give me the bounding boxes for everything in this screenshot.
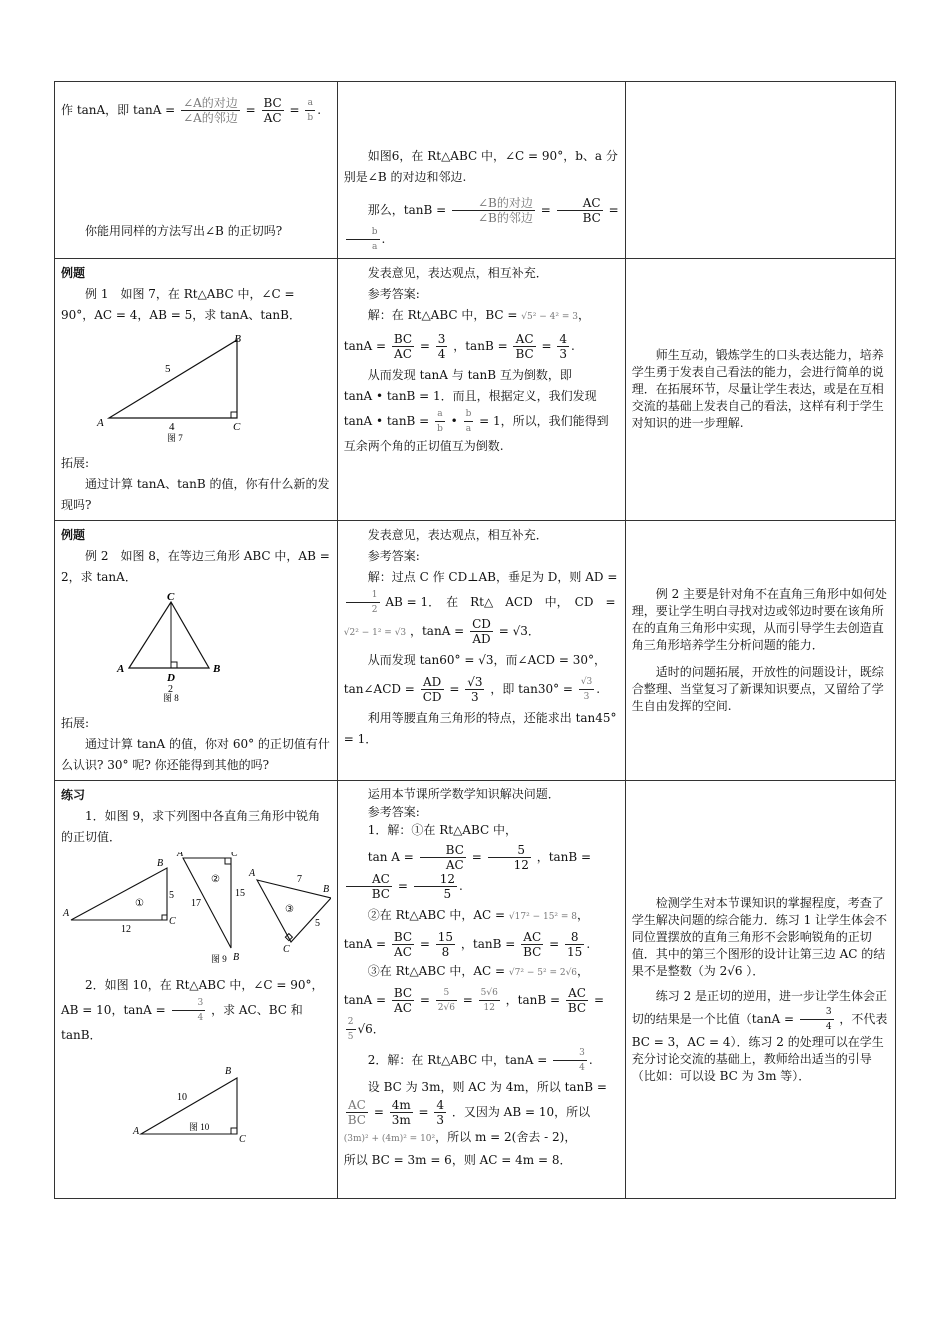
intro-fig6-text: 如图6，在 Rt△ABC 中，∠C = 90°，b、a 分别是∠B 的对边和邻边. [343, 149, 618, 184]
q2-ans-l3b: ．又因为 AB = 10，所以 [451, 1105, 591, 1119]
figure-7 [61, 330, 331, 449]
intro-teacher-cell: 作 tanA，即 tanA = $\frac{\text{∠A的对边}}{\text{∠A的邻边}}$ = $\frac{BC}{AC}$ = $\frac{a}{b}$ . 你能用同样的方法写出∠B 的正切吗? [55, 82, 338, 259]
ex2-ext-text: 通过计算 tanA 的值，你对 60° 的正切值有什么认识? 30° 呢? 你还能得到其他的吗? [61, 737, 330, 772]
q2-frac-4m-3m: $\frac{4m}{3m}$ [391, 1098, 411, 1127]
fig7-caption: 图 7 [167, 433, 183, 442]
fig9-t2-a: A [177, 852, 184, 859]
fig9-caption: 图 9 [211, 954, 227, 964]
figure-8-svg [61, 592, 261, 702]
frac-b-a: $\frac{b}{a}$ [346, 225, 380, 254]
fig10-caption: 图 10 [189, 1122, 210, 1132]
fig8-label-a: A [117, 663, 125, 675]
q2-ans-m: ，所以 m = 2(舍去 - 2) [435, 1130, 565, 1144]
figure-7-svg [61, 330, 241, 442]
p1-tana-label: tan A = [367, 850, 414, 864]
fig9-t3-a: A [249, 868, 256, 879]
p1-frac-5-12: $\frac{5}{12}$ [488, 843, 531, 872]
ex2-ans-l1: 发表意见，表达观点，相互补充． [367, 528, 548, 542]
frac-opp-adj-a: $\frac{\text{∠A的对边}}{\text{∠A的邻边}}$ [183, 96, 238, 125]
p1-frac-ac-bc: $\frac{AC}{BC}$ [346, 872, 392, 901]
p3-ac-label: ③在 Rt△ABC 中，AC = [367, 964, 506, 978]
q2-frac-4-3: $\frac{4}{3}$ [436, 1098, 445, 1127]
ex2-frac-r3-3b: $\frac{√3}{3}$ [580, 677, 593, 702]
fig9-t1-12: 12 [121, 924, 131, 935]
fig9-t1-5: 5 [169, 890, 174, 901]
ex1-title: 例题 [61, 266, 86, 280]
row-example1 [55, 259, 896, 521]
practice-q2: 2．如图 10，在 Rt△ABC 中，∠C = 90°，AB = 10，tanA = [61, 978, 324, 1017]
ex2-teacher-cell [55, 521, 338, 781]
row-practice [55, 781, 896, 1199]
practice-teacher-cell [55, 781, 338, 1199]
fig7-side-5: 5 [165, 363, 171, 375]
ex1-frac-b-a: $\frac{b}{a}$ [465, 409, 472, 434]
practice-note-p2a: 练习 2 是正切的逆用，进一步让学生体会正切的结果是一个比值（tanA = [631, 988, 888, 1026]
fig9-t1-a: A [63, 908, 70, 919]
intro-def-text: 作 tanA，即 tanA = [61, 103, 176, 117]
p3-frac-2-5: $\frac{2}{5}$ [347, 1017, 354, 1042]
ex2-ans-tana: ，tanA = [409, 624, 465, 638]
p3-frac-bc-ac: $\frac{BC}{AC}$ [393, 986, 413, 1015]
ex1-teacher-cell [55, 259, 338, 521]
ex1-frac-4-3: $\frac{4}{3}$ [559, 332, 568, 361]
ex1-frac-bc-ac: $\frac{BC}{AC}$ [393, 332, 413, 361]
fig8-label-d: D [167, 672, 175, 684]
fig8-label-b: B [213, 663, 221, 675]
fig8-right-angle [171, 662, 177, 668]
ex2-frac-cd-ad: $\frac{CD}{AD}$ [472, 617, 491, 646]
fig8-label-c: C [167, 592, 175, 603]
p2-tana-label: tanA = [343, 937, 387, 951]
figure-8 [61, 592, 331, 709]
ex1-note-text: 师生互动，锻炼学生的口头表达能力，培养学生勇于发表自己看法的能力，会进行简单的说理．在拓展环节，尽量让学生表达，或是在互相交流的基础上发表自己的看法，这样有利于学生对知识的进一步理解. [631, 348, 884, 430]
figure-9-svg [61, 852, 331, 964]
p1-frac-12-5: $\frac{12}{5}$ [414, 872, 457, 901]
fig7-label-b: B [234, 333, 241, 345]
ex1-frac-a-b: $\frac{a}{b}$ [437, 409, 443, 434]
ex2-title: 例题 [61, 528, 86, 542]
figure-10-svg [61, 1064, 261, 1144]
ex2-ans-l3: 解：过点 C 作 CD⊥AB，垂足为 D，则 AD = [367, 570, 618, 584]
ex1-ext-text: 通过计算 tanA、tanB 的值，你有什么新的发现吗? [61, 477, 330, 512]
ex2-frac-r3-3: $\frac{√3}{3}$ [467, 675, 483, 704]
ex2-text: 例 2 如图 8，在等边三角形 ABC 中，AB = 2，求 tanA． [61, 549, 330, 584]
ex1-tana-label: tanA = [343, 339, 387, 353]
ex2-frac-1-2: $\frac{1}{2}$ [346, 588, 380, 617]
ex2-note-p2: 适时的问题拓展，开放性的问题设计，既综合整理、当堂复习了新课知识要点，又留给了学生自由发挥的空间. [631, 665, 884, 713]
intro-tanb-label: 那么，tanB = [367, 203, 447, 217]
practice-note-p2b: ，不代表 BC = 3，AC = 4）．练习 2 的处理可以在学生充分讨论交流的基础上，教师给出适当的引导（比如：可以设 BC 为 3m 等）． [631, 1011, 888, 1083]
practice-ans-l1: 运用本节课所学数学知识解决问题． [367, 787, 560, 801]
p3-frac-5r6-12: $\frac{5√6}{12}$ [480, 988, 498, 1013]
ex1-ans-l3: 解：在 Rt△ABC 中，BC = [367, 308, 518, 322]
practice-ans-l2: 参考答案: [367, 805, 420, 819]
p2-ac-label: ②在 Rt△ABC 中，AC = [367, 908, 506, 922]
q2-ans-eq: (3m)² + (4m)² = 10² [343, 1134, 436, 1144]
p3-ac-root: √7² − 5² = 2√6 [508, 968, 578, 978]
q2-ans-frac-3-4: $\frac{3}{4}$ [553, 1046, 587, 1075]
p1-frac-bc-ac: $\frac{BC}{AC}$ [420, 843, 466, 872]
ex2-ans-l7: 利用等腰直角三角形的特点，还能求出 tan45° = 1． [343, 711, 617, 746]
figure-9 [61, 852, 331, 971]
fig9-t1-b: B [157, 858, 164, 869]
frac-bc-ac: $\frac{BC}{AC}$ [263, 96, 282, 125]
fig7-label-a: A [97, 417, 104, 429]
ex1-frac-3-4: $\frac{3}{4}$ [437, 332, 446, 361]
fig8-caption: 图 8 [163, 693, 179, 702]
fig8-triangle [129, 602, 209, 668]
fig10-label-c: C [239, 1134, 246, 1144]
q2-ans-final: 所以 BC = 3m = 6，则 AC = 4m = 8． [343, 1153, 572, 1167]
fig9-t2-mark: ② [211, 874, 220, 885]
ex2-frac-ad-cd: $\frac{AD}{CD}$ [422, 675, 442, 704]
q2-frac-ac-bc: $\frac{AC}{BC}$ [347, 1098, 366, 1127]
p3-frac-5-2r6: $\frac{5}{2√6}$ [437, 988, 455, 1013]
figure-10 [61, 1064, 331, 1151]
practice-note-p1: 检测学生对本节课知识的掌握程度，考查了学生解决问题的综合能力．练习 1 让学生体会不同位置摆放的直角三角形不会影响锐角的正切值．其中的第三个图形的设计让第三边 AC 的结果不是整数（为 2√6 ）． [631, 895, 888, 978]
ex2-ans-l2: 参考答案: [367, 549, 420, 563]
fig10-label-b: B [225, 1066, 232, 1077]
fig9-tri1-right [162, 915, 167, 920]
frac-opp-adj-b: $\frac{\text{∠B的对边}}{\text{∠B的邻边}}$ [452, 196, 535, 225]
fig8-side-2: 2 [168, 684, 173, 695]
fig9-t1-c: C [169, 916, 176, 927]
ex2-ans-l6a: tan∠ACD = [343, 682, 415, 696]
practice-note-frac: $\frac{3}{4}$ [800, 1005, 834, 1034]
ex1-note-cell [625, 259, 895, 521]
ex1-student-cell: 发表意见，表达观点，相互补充． 参考答案: 解：在 Rt△ABC 中，BC = √5² − 4² = 3， tanA = $\frac{BC}{AC}$ = $\frac{3}{4}$ ，tanB = $\frac{AC}{BC}$ = $\frac{4}{3}$ . 从而发现 tanA 与 tanB 互为倒数，即 tanA • tanB = 1．而且，根据定义，我们发现 tanA • tanB = $\frac{a}{b}$ • $\frac{b}{a}$ = 1，所以，我们能得到互余两个角的正切值互为倒数. [337, 259, 625, 521]
fig9-t2-17: 17 [191, 898, 201, 909]
ex1-frac-ac-bc: $\frac{AC}{BC}$ [515, 332, 534, 361]
fig7-side-4: 4 [169, 421, 175, 433]
fig9-t3-c: C [283, 944, 290, 955]
ex2-student-cell: 发表意见，表达观点，相互补充． 参考答案: 解：过点 C 作 CD⊥AB，垂足为 D，则 AD = $\frac{1}{2}$ AB = 1． 在 Rt△ ACD 中， CD = √2² − 1² = √3 ，tanA = $\frac{CD}{AD}$ = √3． 从而发现 tan60° = √3，而∠ACD = 30°， tan∠ACD = $\frac{AD}{CD}$ = $\frac{√3}{3}$ ，即 tan30° = $\frac{√3}{3}$ . 利用等腰直角三角形的特点，还能求出 tan45° = 1． [337, 521, 625, 781]
practice-student-cell: 运用本节课所学数学知识解决问题． 参考答案: 1．解：①在 Rt△ABC 中， tan A = $\frac{BC}{AC}$ = $\frac{5}{12}$ ，tanB = $\frac{AC}{BC}$ = $\frac{12}{5}$ . ②在 Rt△ABC 中，AC = √17² − 15² = 8， tanA = $\frac{BC}{AC}$ = $\frac{15}{8}$ ，tanB = $\frac{AC}{BC}$ = $\frac{8}{15}$ . ③在 Rt△ABC 中，AC = √7² − 5² = 2√6， tanA = $\frac{BC}{AC}$ = $\frac{5}{2√6}$ = $\frac{5√6}{12}$ ，tanB = $\frac{AC}{BC}$ = $\frac{2}{5}$ √6． 2．解：在 Rt△ABC 中，tanA = $\frac{3}{4}$ . 设 BC 为 3m，则 AC 为 4m，所以 tanB = $\frac{AC}{BC}$ = $\frac{4m}{3m}$ = $\frac{4}{3}$ ．又因为 AB = 10，所以 (3m)² + (4m)² = 10²，所以 m = 2(舍去 - 2)， 所以 BC = 3m = 6，则 AC = 4m = 8． [337, 781, 625, 1199]
ex2-ext-title: 拓展: [61, 716, 90, 730]
ex1-text: 例 1 如图 7，在 Rt△ABC 中，∠C = 90°，AC = 4，AB = 5，求 tanA、tanB． [61, 287, 301, 322]
practice-title: 练习 [61, 788, 86, 802]
ex1-ans-l5: 从而发现 tanA 与 tanB 互为倒数，即 [367, 368, 572, 382]
fig7-triangle [109, 340, 237, 418]
fig10-right-angle [231, 1128, 237, 1134]
p1-tanb-label: ，tanB = [536, 850, 592, 864]
ex1-ans-l2: 参考答案: [367, 287, 420, 301]
ex2-ans-l3b: AB = 1． 在 Rt△ ACD 中， CD = [385, 595, 616, 609]
p3-frac-ac-bc: $\frac{AC}{BC}$ [567, 986, 587, 1015]
p2-frac-15-8: $\frac{15}{8}$ [437, 930, 454, 959]
fig10-label-a: A [133, 1126, 140, 1137]
p2-ac-root: √17² − 15² = 8 [508, 912, 578, 922]
practice-ans-l3: 1．解：①在 Rt△ABC 中， [367, 823, 518, 837]
fig9-t2-b: B [233, 952, 240, 963]
ex2-note-cell [625, 521, 895, 781]
p3-tanb-r6: √6． [357, 1022, 385, 1036]
lesson-plan-sheet [54, 81, 896, 1199]
practice-q2b: ，求 AC、BC 和 tanB． [61, 1003, 303, 1042]
fig9-t2-15: 15 [235, 888, 245, 899]
ex1-ans-l7a: tanA • tanB = [343, 414, 430, 428]
q2-ans-l1: 2．解：在 Rt△ABC 中，tanA = [367, 1053, 548, 1067]
intro-question: 你能用同样的方法写出∠B 的正切吗? [85, 224, 283, 238]
fig9-t3-7: 7 [297, 874, 302, 885]
p3-tana-label: tanA = [343, 993, 387, 1007]
ex1-ans-l3-root: √5² − 4² = 3 [521, 312, 578, 322]
fig9-t3-5: 5 [315, 918, 320, 929]
ex1-ans-l7b: = 1，所以，我们能得到互余两个角的正切值互为倒数. [343, 414, 609, 453]
fig9-t1-mark: ① [135, 898, 144, 909]
frac-a-b: $\frac{a}{b}$ [307, 98, 314, 123]
fig9-t3-b: B [323, 884, 330, 895]
ex2-note-p1: 例 2 主要是针对角不在直角三角形中如何处理，要让学生明白寻找对边或邻边时要在该角所在的直角三角形中实现，从而引导学生去创造直角三角形培养学生分析问题的能力． [631, 587, 888, 652]
row-example2 [55, 521, 896, 781]
ex2-ans-l6b: ，即 tan30° = [490, 682, 573, 696]
fig9-tri-3 [257, 880, 331, 942]
ex2-ans-root: √2² − 1² = √3 [343, 628, 407, 638]
frac-ac-bc: $\frac{AC}{BC}$ [557, 196, 603, 225]
fig9-t2-c: C [231, 852, 238, 859]
lesson-table [54, 81, 896, 1199]
row-intro [55, 82, 896, 259]
p2-frac-bc-ac: $\frac{BC}{AC}$ [393, 930, 413, 959]
fig7-right-angle [231, 412, 237, 418]
intro-note-cell [625, 82, 895, 259]
p2-frac-ac-bc: $\frac{AC}{BC}$ [523, 930, 542, 959]
fig7-label-c: C [233, 421, 241, 433]
ex1-ans-l6: tanA • tanB = 1．而且，根据定义，我们发现 [343, 389, 597, 403]
practice-q2-frac: $\frac{3}{4}$ [172, 996, 206, 1025]
ex2-ans-sqrt3: = √3． [498, 624, 540, 638]
q2-ans-l2: 设 BC 为 3m，则 AC 为 4m，所以 tanB = [367, 1080, 607, 1094]
p2-frac-8-15: $\frac{8}{15}$ [567, 930, 583, 959]
ex1-ext-title: 拓展: [61, 456, 90, 470]
practice-note-cell [625, 781, 895, 1199]
fig9-t3-mark: ③ [285, 904, 294, 915]
ex1-ans-l1: 发表意见，表达观点，相互补充． [367, 266, 548, 280]
fig9-tri-1 [71, 868, 167, 920]
intro-student-cell: 如图6，在 Rt△ABC 中，∠C = 90°，b、a 分别是∠B 的对边和邻边. 那么，tanB = $\frac{\text{∠B的对边}}{\text{∠B的邻边}}$ = $\frac{AC}{BC}$ = $\frac{b}{a}$ . [337, 82, 625, 259]
ex1-tanb-label: ，tanB = [453, 339, 508, 353]
practice-q1: 1．如图 9，求下列图中各直角三角形中锐角的正切值． [61, 809, 321, 844]
p2-tanb-label: ，tanB = [460, 937, 516, 951]
p3-tanb-label: ，tanB = [505, 993, 561, 1007]
fig10-side-10: 10 [177, 1092, 187, 1103]
ex2-ans-l5: 从而发现 tan60° = √3，而∠ACD = 30°， [367, 653, 606, 667]
